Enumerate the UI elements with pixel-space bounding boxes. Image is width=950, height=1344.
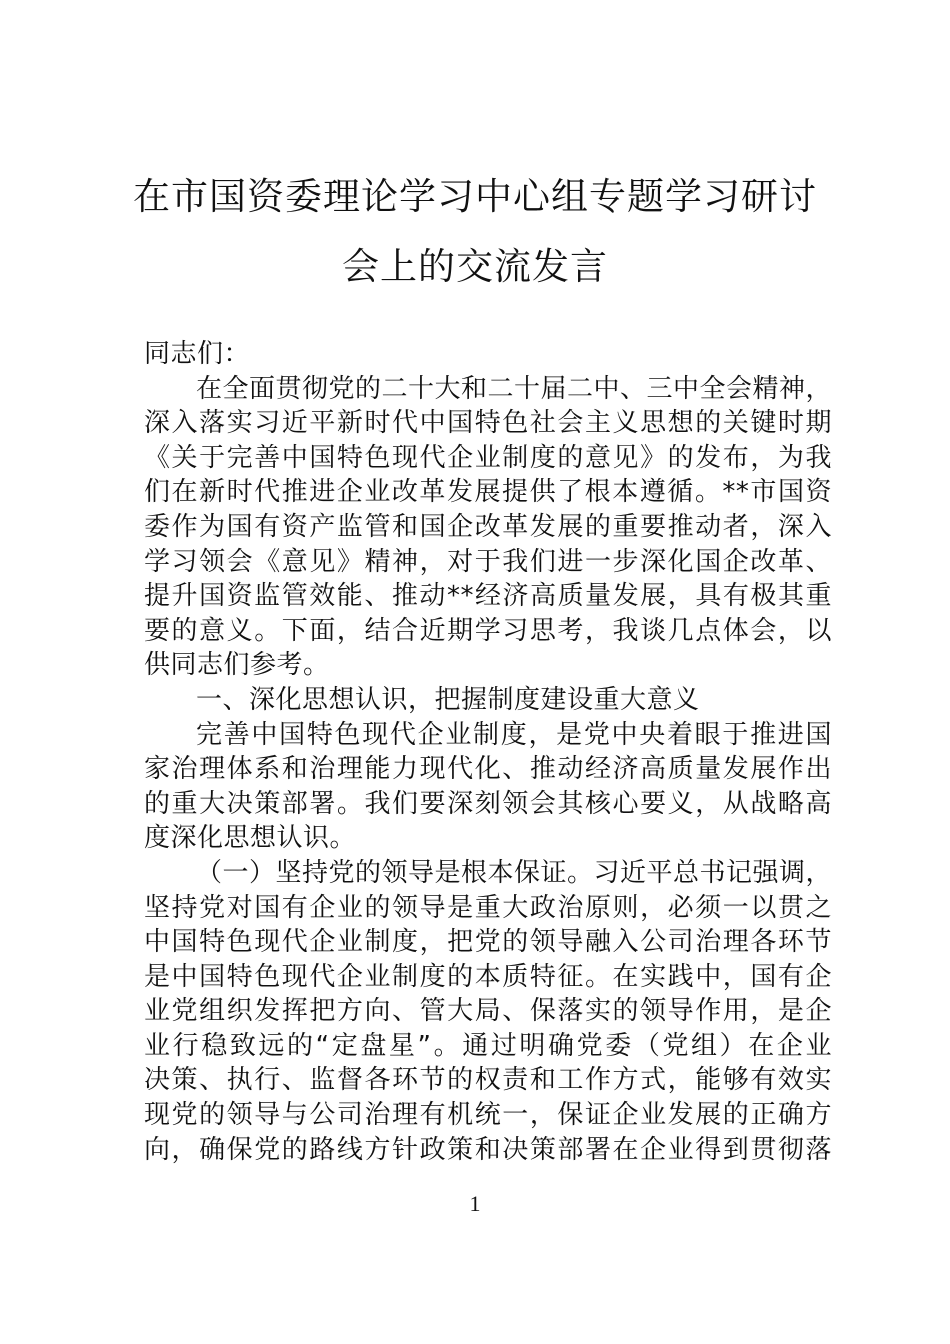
paragraph-line: 委作为国有资产监管和国企改革发展的重要推动者，深入 xyxy=(144,511,832,542)
document-title-line-1: 在市国资委理论学习中心组专题学习研讨 xyxy=(133,175,817,218)
paragraph-line: 要的意义。下面，结合近期学习思考，我谈几点体会，以 xyxy=(144,615,832,646)
document-body xyxy=(144,337,832,1167)
paragraph-line: 深入落实习近平新时代中国特色社会主义思想的关键时期 xyxy=(144,408,832,439)
paragraph-line: 提升国资监管效能、推动**经济高质量发展，具有极其重 xyxy=(144,581,832,612)
paragraph-line: 们在新时代推进企业改革发展提供了根本遵循。**市国资 xyxy=(144,477,832,508)
paragraph-line: 家治理体系和治理能力现代化、推动经济高质量发展作出 xyxy=(144,754,832,785)
subsection-line: （一）坚持党的领导是根本保证。习近平总书记强调， xyxy=(196,857,833,888)
paragraph-line: 是中国特色现代企业制度的本质特征。在实践中，国有企 xyxy=(144,961,832,992)
paragraph-line: 业党组织发挥把方向、管大局、保落实的领导作用，是企 xyxy=(144,996,832,1027)
page-number: 1 xyxy=(469,1191,481,1216)
paragraph-line: 的重大决策部署。我们要深刻领会其核心要义，从战略高 xyxy=(144,788,832,819)
salutation: 同志们： xyxy=(144,339,251,369)
paragraph-line: 度深化思想认识。 xyxy=(144,823,357,854)
paragraph-line: 中国特色现代企业制度，把党的领导融入公司治理各环节 xyxy=(144,927,832,958)
paragraph-line: 现党的领导与公司治理有机统一，保证企业发展的正确方 xyxy=(144,1100,832,1131)
paragraph-line: 在全面贯彻党的二十大和二十届二中、三中全会精神， xyxy=(196,373,833,404)
paragraph-line: 完善中国特色现代企业制度，是党中央着眼于推进国 xyxy=(196,719,832,750)
paragraph-line: 坚持党对国有企业的领导是重大政治原则，必须一以贯之 xyxy=(144,892,832,923)
paragraph-line: 业行稳致远的“定盘星”。通过明确党委（党组）在企业 xyxy=(144,1030,832,1061)
paragraph-line: 供同志们参考。 xyxy=(144,650,330,681)
paragraph-line: 向，确保党的路线方针政策和决策部署在企业得到贯彻落 xyxy=(144,1134,832,1165)
document-title-line-2: 会上的交流发言 xyxy=(342,245,608,288)
paragraph-line: 《关于完善中国特色现代企业制度的意见》的发布，为我 xyxy=(144,442,832,473)
section-heading: 一、深化思想认识，把握制度建设重大意义 xyxy=(196,684,700,715)
paragraph-line: 决策、执行、监督各环节的权责和工作方式，能够有效实 xyxy=(144,1065,832,1096)
paragraph-line: 学习领会《意见》精神，对于我们进一步深化国企改革、 xyxy=(144,546,832,577)
